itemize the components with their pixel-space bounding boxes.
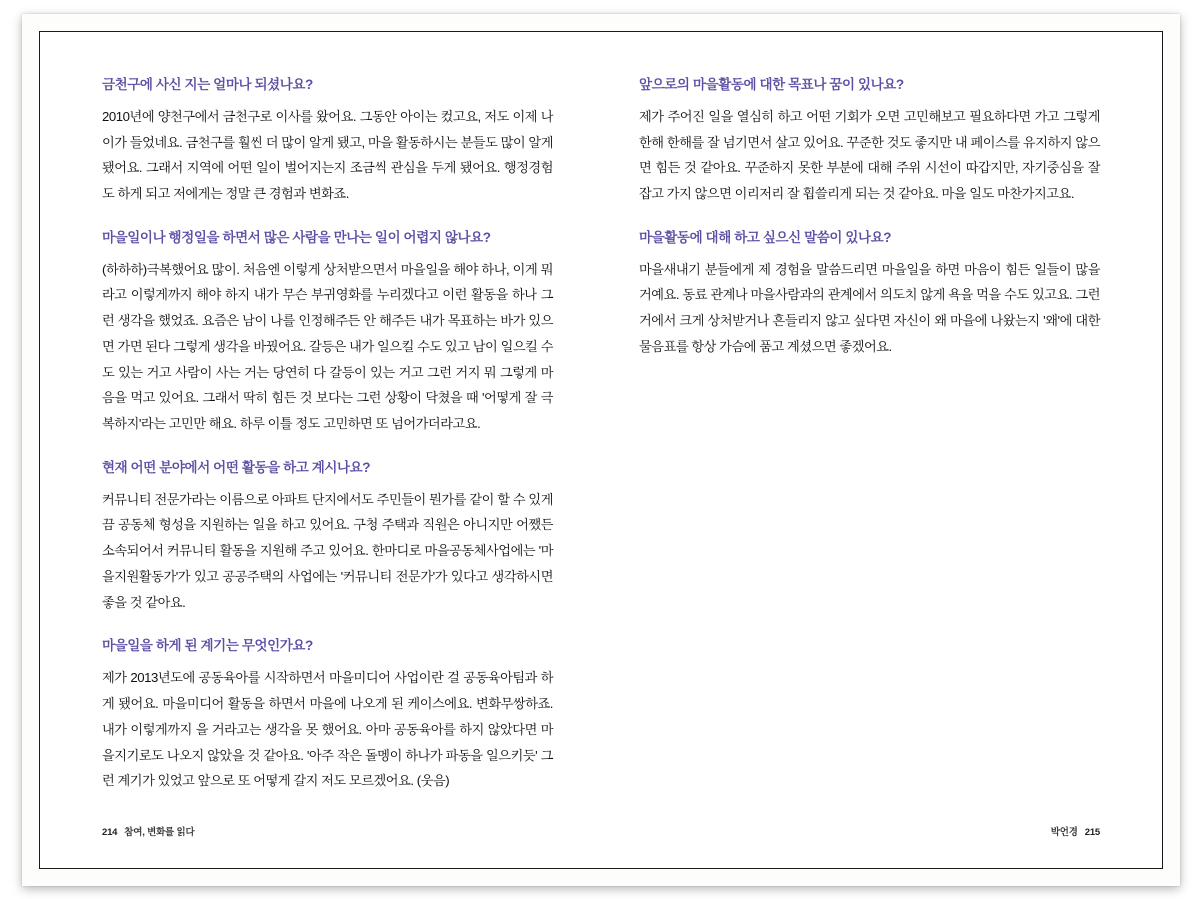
answer-paragraph: 2010년에 양천구에서 금천구로 이사를 왔어요. 그동안 아이는 컸고요, 저도 이제 나이가 들었네요. 금천구를 훨씬 더 많이 알게 됐고, 마을 활동하시는 분들도 많이 알게 됐어요. 그래서 지역에 어떤 일이 벌어지는지 조금씩 관심을 두게 됐어요. 행정경험도 하게 되고 저에게는 정말 큰 경험과 변화죠. <box>102 108 553 202</box>
qa-block <box>102 637 553 794</box>
answer-paragraph: 제가 2013년도에 공동육아를 시작하면서 마을미디어 사업이란 걸 공동육아팀과 하게 됐어요. 마을미디어 활동을 하면서 마을에 나오게 된 케이스에요. 변화무쌍하죠. 내가 이렇게까지 을 거라고는 생각을 못 했어요. 아마 공동육아를 하지 않았다면 마을지기로도 나오지 않았을 것 같아요. '아주 작은 돌멩이 하나가 파동을 일으키듯' 그런 계기가 있었고 앞으로 또 어떻게 갈지 저도 모르겠어요. (웃음) <box>102 670 553 789</box>
page-number: 214 <box>102 827 118 838</box>
book-section-title: 참여, 변화를 읽다 <box>124 827 195 838</box>
right-page <box>601 32 1162 868</box>
question-heading: 마을일을 하게 된 계기는 무엇인가요? <box>102 638 313 654</box>
question-heading: 마을활동에 대해 하고 싶으신 말씀이 있나요? <box>639 229 892 245</box>
page-spread <box>40 32 1162 868</box>
question-heading: 앞으로의 마을활동에 대한 목표나 꿈이 있나요? <box>639 77 904 92</box>
qa-block <box>639 229 1100 360</box>
answer-paragraph: 제가 주어진 일을 열심히 하고 어떤 기회가 오면 고민해보고 필요하다면 가고 그렇게 한해 한해를 잘 넘기면서 살고 있어요. 꾸준한 것도 좋지만 내 페이스를 유지하지 않으면 힘든 것 같아요. 꾸준하지 못한 부분에 대해 주위 시선이 따갑지만, 자기중심을 잘 잡고 가지 않으면 이리저리 잘 휩쓸리게 되는 것 같아요. 마을 일도 마찬가지고요. <box>639 108 1100 202</box>
footer-right <box>1051 824 1100 838</box>
interviewee-name: 박언경 <box>1050 827 1078 838</box>
question-heading: 현재 어떤 분야에서 어떤 활동을 하고 계시나요? <box>102 459 371 475</box>
document-page <box>22 14 1180 886</box>
answer-paragraph: 마을새내기 분들에게 제 경험을 말씀드리면 마을일을 하면 마음이 힘든 일들이 많을 거예요. 동료 관계나 마을사람과의 관계에서 의도치 않게 욕을 먹을 수도 있고요. 그런 거에서 크게 상처받거나 흔들리지 않고 싶다면 자신이 왜 마을에 나왔는지 '왜'에 대한 물음표를 항상 가슴에 품고 계셨으면 좋겠어요. <box>639 261 1100 354</box>
page-border <box>39 31 1163 869</box>
page-number: 215 <box>1084 827 1100 838</box>
answer-paragraph: (하하하)극복했어요 많이. 처음엔 이렇게 상처받으면서 마을일을 해야 하나, 이게 뭐라고 이렇게까지 해야 하지 내가 무슨 부귀영화를 누리겠다고 이런 활동을 하나 그런 생각을 했었죠. 요즘은 남이 나를 인정해주든 안 해주든 내가 목표하는 바가 있으면 가면 된다 그렇게 생각을 바꿨어요. 갈등은 내가 일으킬 수도 있고 남이 일으킬 수도 있는 거고 사람이 사는 거는 당연히 다 갈등이 있는 거고 그런 거지 뭐 그렇게 마음을 먹고 있어요. 그래서 딱히 힘든 것 보다는 그런 상황이 닥쳤을 때 '어떻게 잘 극복하지'라는 고민만 해요. 하루 이틀 정도 고민하면 또 넘어가더라고요. <box>102 261 553 432</box>
qa-block <box>102 76 553 207</box>
question-heading: 금천구에 사신 지는 얼마나 되셨나요? <box>102 77 313 92</box>
left-page <box>40 32 601 868</box>
left-page-body <box>102 76 553 794</box>
footer-left <box>102 824 194 838</box>
qa-block <box>102 229 553 437</box>
right-page-body <box>639 76 1100 360</box>
qa-block <box>102 459 553 616</box>
qa-block <box>639 76 1100 207</box>
question-heading: 마을일이나 행정일을 하면서 많은 사람을 만나는 일이 어렵지 않나요? <box>102 229 491 245</box>
answer-paragraph: 커뮤니티 전문가라는 이름으로 아파트 단지에서도 주민들이 뭔가를 같이 할 수 있게끔 공동체 형성을 지원하는 일을 하고 있어요. 구청 주택과 직원은 아니지만 어쨌든 소속되어서 커뮤니티 활동을 지원해 주고 있어요. 한마디로 마을공동체사업에는 '마을지원활동가'가 있고 공공주택의 사업에는 '커뮤니티 전문가'가 있다고 생각하시면 좋을 것 같아요. <box>102 491 553 610</box>
page-sheet <box>22 14 1180 886</box>
